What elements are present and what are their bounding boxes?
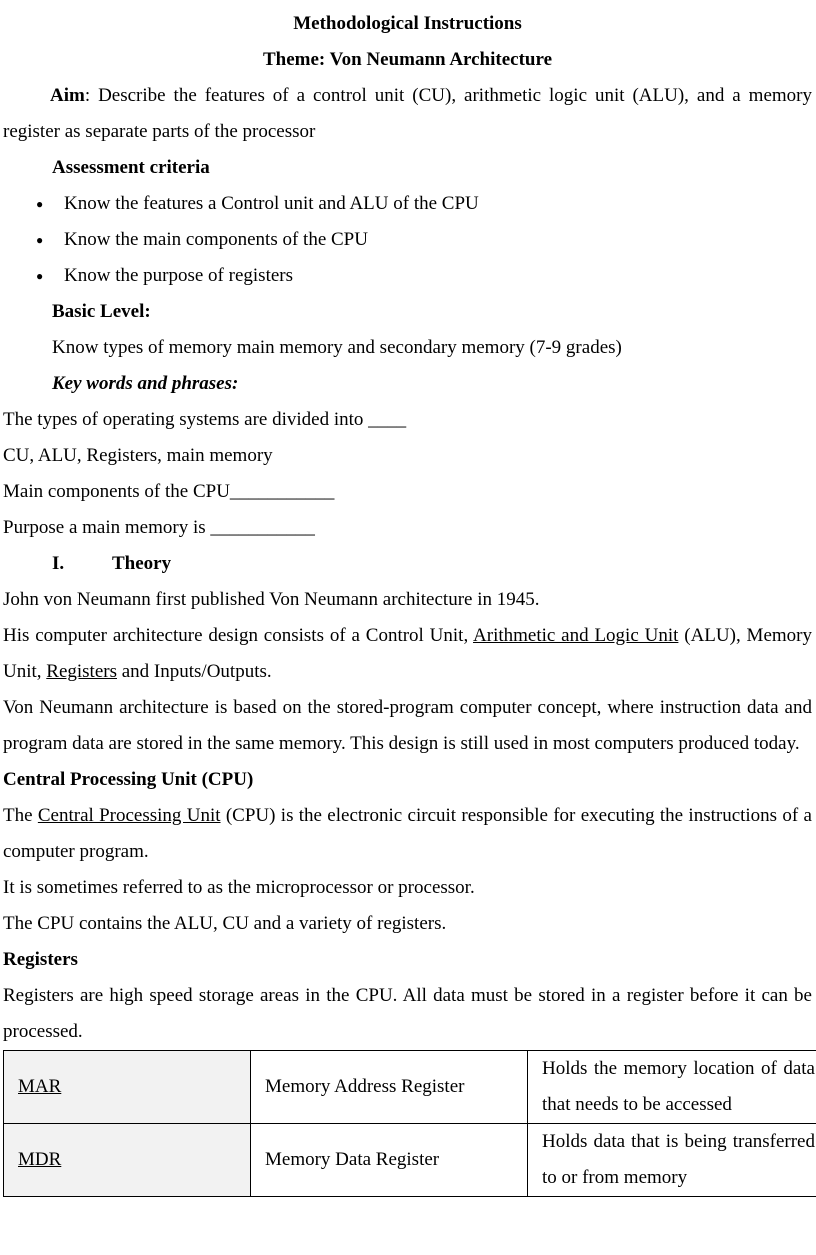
basic-level-text: Know types of memory main memory and secondary memory (7-9 grades) — [52, 337, 622, 358]
cpu-heading: Central Processing Unit (CPU) — [3, 769, 254, 790]
cpu-paragraph-2: It is sometimes referred to as the microprocessor or processor. — [3, 877, 475, 898]
keyword-line: CU, ALU, Registers, main memory — [3, 445, 273, 466]
cpu-paragraph-1 — [3, 798, 812, 870]
aim-paragraph — [3, 78, 812, 150]
cpu-paragraph-3: The CPU contains the ALU, CU and a variety of registers. — [3, 913, 447, 934]
registers-table — [3, 1050, 816, 1197]
list-item — [3, 258, 812, 294]
bullet-icon: ● — [36, 233, 44, 247]
criteria-text: Know the features a Control unit and ALU of the CPU — [64, 193, 479, 214]
table-row — [4, 1124, 816, 1197]
keyword-line: Purpose a main memory is ___________ — [3, 517, 315, 538]
registers-paragraph: Registers are high speed storage areas in the CPU. All data must be stored in a register before it can be processed. — [3, 985, 812, 1042]
theory-paragraph-1: John von Neumann first published Von Neumann architecture in 1945. — [3, 589, 540, 610]
theory-p2-text: (ALU), Memory Unit, — [3, 625, 812, 682]
criteria-list — [3, 186, 812, 294]
bullet-icon: ● — [36, 197, 44, 211]
criteria-text: Know the main components of the CPU — [64, 229, 368, 250]
basic-level-heading: Basic Level: — [52, 301, 151, 322]
register-desc-cell: Holds the memory location of data that needs to be accessed — [528, 1051, 816, 1124]
theory-paragraph-3: Von Neumann architecture is based on the stored-program computer concept, where instruction data and program data are stored in the same memory. This design is still used in most computers produced today. — [3, 697, 812, 754]
registers-underlined-term: Registers — [46, 661, 117, 682]
list-item — [3, 186, 812, 222]
criteria-text: Know the purpose of registers — [64, 265, 294, 286]
keywords-heading: Key words and phrases: — [52, 373, 239, 394]
alu-underlined-term: Arithmetic and Logic Unit — [473, 625, 679, 646]
theory-p2-text: His computer architecture design consists of a Control Unit, — [3, 625, 474, 646]
theme-line: Theme: Von Neumann Architecture — [262, 49, 553, 70]
register-name-cell: Memory Data Register — [251, 1124, 528, 1197]
register-abbr-cell — [4, 1124, 251, 1197]
table-row — [4, 1051, 816, 1124]
register-abbr: MAR — [18, 1076, 62, 1097]
register-abbr: MDR — [18, 1149, 62, 1170]
theory-heading — [3, 546, 812, 582]
bullet-icon: ● — [36, 269, 44, 283]
register-name-cell: Memory Address Register — [251, 1051, 528, 1124]
theory-paragraph-2 — [3, 618, 812, 690]
register-abbr-cell — [4, 1051, 251, 1124]
list-item — [3, 222, 812, 258]
aim-label: Aim — [50, 85, 85, 106]
cpu-underlined-term: Central Processing Unit — [37, 805, 221, 826]
assessment-criteria-heading: Assessment criteria — [52, 157, 210, 178]
theory-p2-text: and Inputs/Outputs. — [117, 661, 272, 682]
keyword-line: Main components of the CPU___________ — [3, 481, 335, 502]
page-title: Methodological Instructions — [293, 13, 522, 34]
registers-heading: Registers — [3, 949, 78, 970]
cpu-p1-text: The — [3, 805, 38, 826]
cpu-p1-text: (CPU) is the electronic circuit responsible for executing the instructions of a computer program. — [3, 805, 812, 862]
keyword-line: The types of operating systems are divided into ____ — [3, 409, 407, 430]
theory-heading-label: Theory — [112, 553, 172, 574]
theory-number: I. — [52, 553, 65, 574]
aim-text: : Describe the features of a control unit (CU), arithmetic logic unit (ALU), and a memory register as separate parts of the processor — [3, 85, 812, 142]
register-desc-cell: Holds data that is being transferred to or from memory — [528, 1124, 816, 1197]
